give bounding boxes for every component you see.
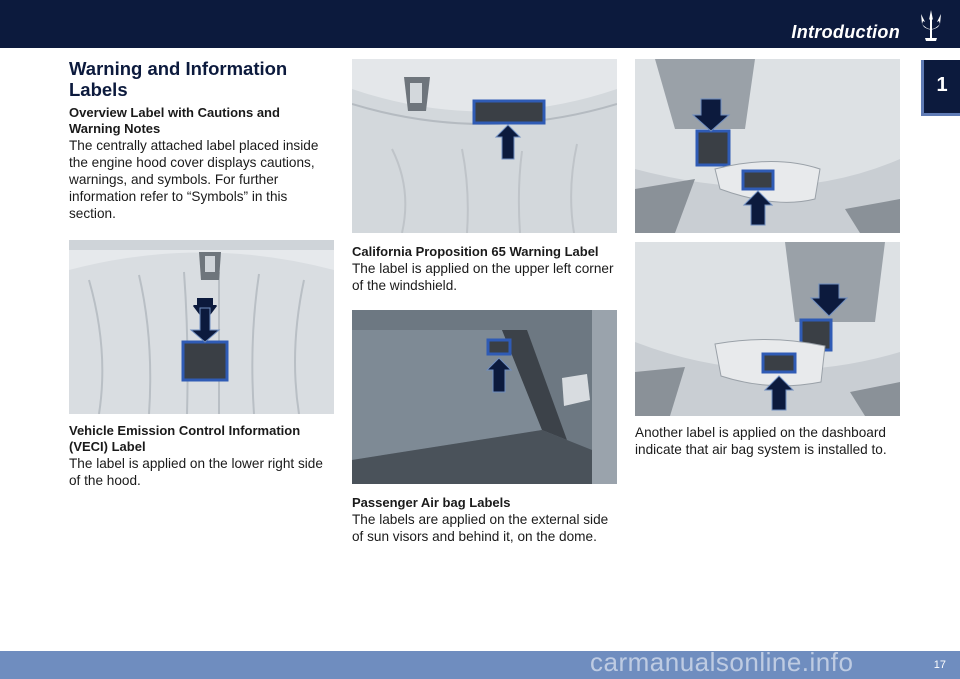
sun-visor-label-figure [635, 59, 900, 233]
prop65-label-text: The label is applied on the upper left corner of the windshield. [352, 261, 614, 293]
sun-visor-external-label-illustration [635, 59, 900, 233]
veci-label-heading: Vehicle Emission Control Information (VECI) Label [69, 423, 301, 454]
maserati-trident-icon [916, 8, 946, 44]
watermark: carmanualsonline.info [590, 647, 854, 677]
section-title: Introduction [791, 22, 900, 42]
chapter-tab[interactable] [921, 60, 960, 116]
windshield-corner-label-illustration [352, 310, 617, 484]
overview-label-heading: Overview Label with Cautions and Warning Notes [69, 105, 280, 136]
airbag-label-heading: Passenger Air bag Labels [352, 495, 511, 510]
sun-visor-dome-label-illustration [635, 242, 900, 416]
windshield-label-figure [352, 310, 617, 484]
overview-label-text: The centrally attached label placed inside the engine hood cover displays cautions, warnings, and symbols. For further information refer to “Symbols” in this section. [69, 138, 319, 221]
hood-underside-center-label-illustration [69, 240, 334, 414]
page-number: 17 [933, 659, 946, 671]
column-2 [352, 59, 618, 545]
dashboard-label-text: Another label is applied on the dashboard indicate that air bag system is installed to. [635, 425, 887, 457]
column-1 [69, 58, 335, 489]
hood-center-label-figure [69, 240, 334, 414]
prop65-label-heading: California Proposition 65 Warning Label [352, 244, 599, 259]
airbag-label-text: The labels are applied on the external side of sun visors and behind it, on the dome. [352, 512, 609, 544]
page-heading: Warning and Information Labels [69, 58, 288, 100]
veci-label-text: The label is applied on the lower right side of the hood. [69, 456, 323, 488]
dome-label-figure [635, 242, 900, 416]
chapter-number: 1 [936, 74, 948, 96]
column-3 [635, 59, 901, 458]
hood-lower-right-label-illustration [352, 59, 617, 233]
hood-right-label-figure [352, 59, 617, 233]
page-header [0, 0, 960, 48]
